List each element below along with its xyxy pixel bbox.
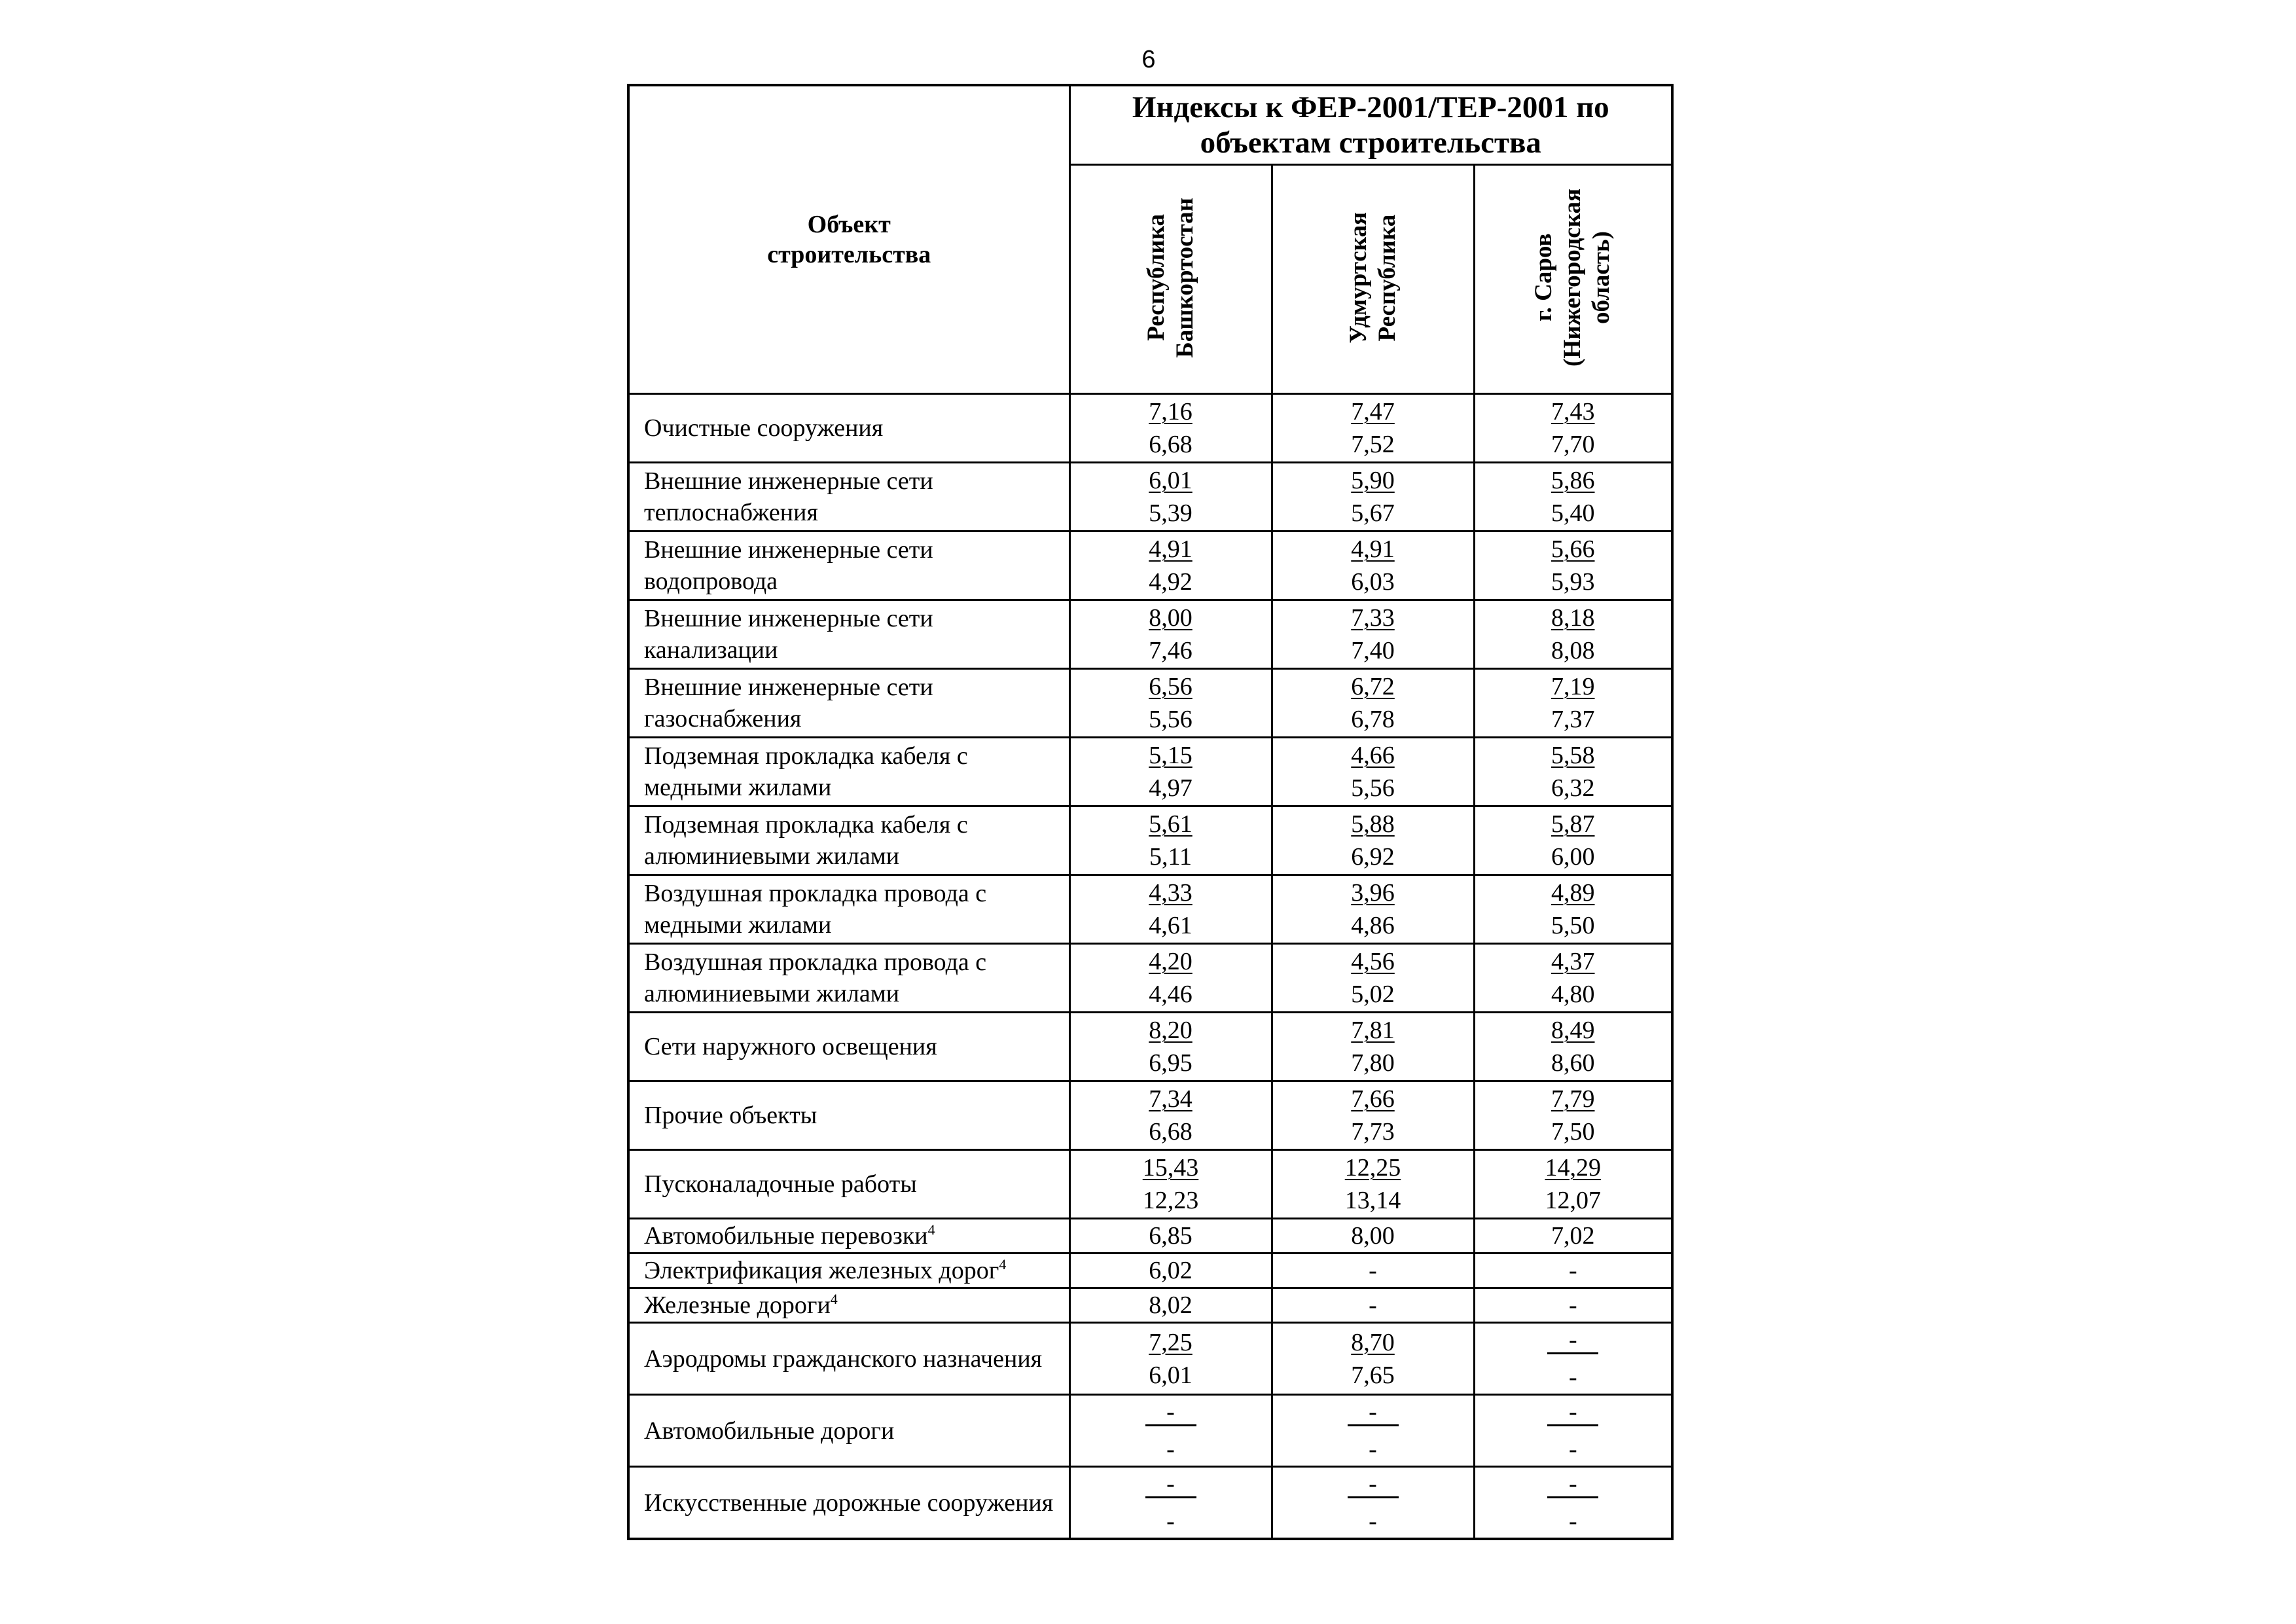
- object-name: Автомобильные перевозки: [644, 1222, 928, 1250]
- index-value-cell: [1272, 1013, 1474, 1081]
- index-value-top: 8,20: [1149, 1017, 1193, 1044]
- object-name-cell: [628, 600, 1069, 669]
- index-value-bottom: 7,40: [1351, 637, 1395, 664]
- index-value-cell: [1272, 1081, 1474, 1150]
- index-value-bottom: 6,32: [1551, 774, 1595, 802]
- table-row: [628, 1013, 1672, 1081]
- index-value-top: -: [1348, 1471, 1399, 1498]
- index-value-cell: [1069, 600, 1272, 669]
- table-row: [628, 669, 1672, 738]
- table-title-text: Индексы к ФЕР-2001/ТЕР-2001 по объектам строительства: [1132, 90, 1609, 160]
- index-value: 7,02: [1551, 1222, 1595, 1250]
- object-name: Автомобильные дороги: [644, 1416, 895, 1445]
- index-value-bottom: 4,80: [1551, 981, 1595, 1008]
- index-value-bottom: 5,02: [1351, 981, 1395, 1008]
- index-value-top: 7,16: [1149, 398, 1193, 425]
- index-value-cell: [1474, 1288, 1672, 1323]
- index-value-cell: [1069, 1323, 1272, 1395]
- index-value-cell: [1474, 1013, 1672, 1081]
- index-value-cell: [1272, 1467, 1474, 1540]
- object-name: Аэродромы гражданского назначения: [644, 1344, 1043, 1373]
- region-header-bashkortostan: [1069, 165, 1272, 394]
- index-value-bottom: -: [1568, 1507, 1577, 1535]
- object-header-text: Объект строительства: [767, 211, 931, 268]
- index-value-cell: [1069, 1219, 1272, 1254]
- table-title: [1069, 85, 1672, 165]
- index-value-cell: [1069, 944, 1272, 1013]
- index-value-bottom: 6,03: [1351, 568, 1395, 596]
- object-name: Прочие объекты: [644, 1102, 817, 1129]
- object-name: Подземная прокладка кабеля с алюминиевыми жилами: [644, 811, 968, 870]
- index-value-top: -: [1547, 1399, 1598, 1426]
- index-value-cell: [1272, 669, 1474, 738]
- index-value-top: 5,58: [1551, 742, 1595, 769]
- index-value-cell: [1272, 1150, 1474, 1219]
- object-name: Внешние инженерные сети газоснабжения: [644, 674, 933, 732]
- table-row: [628, 1254, 1672, 1288]
- index-value-cell: [1272, 532, 1474, 600]
- index-value-top: 4,91: [1351, 535, 1395, 563]
- object-name: Очистные сооружения: [644, 414, 884, 442]
- object-name-cell: [628, 738, 1069, 806]
- footnote-mark: 4: [999, 1256, 1007, 1272]
- index-value-top: 7,25: [1149, 1328, 1193, 1356]
- index-value-top: 4,66: [1351, 742, 1395, 769]
- index-value-top: -: [1145, 1471, 1196, 1498]
- table-row: [628, 1323, 1672, 1395]
- index-value-top: 4,37: [1551, 948, 1595, 975]
- object-name: Внешние инженерные сети канализации: [644, 605, 933, 664]
- index-value-bottom: 7,46: [1149, 637, 1193, 664]
- table-row: [628, 1150, 1672, 1219]
- index-value-bottom: 6,68: [1149, 431, 1193, 458]
- index-value-bottom: 7,37: [1551, 706, 1595, 733]
- index-value-top: 15,43: [1142, 1154, 1199, 1182]
- index-value-top: 7,79: [1551, 1085, 1595, 1113]
- index-value-top: 4,33: [1149, 879, 1193, 907]
- index-value-bottom: 6,68: [1149, 1118, 1193, 1146]
- object-name: Подземная прокладка кабеля с медными жилами: [644, 742, 968, 801]
- object-name-cell: [628, 1288, 1069, 1323]
- index-value-cell: [1069, 463, 1272, 532]
- index-value-bottom: -: [1568, 1435, 1577, 1463]
- index-value-top: -: [1547, 1327, 1598, 1354]
- index-value-cell: [1474, 394, 1672, 463]
- index-value-top: 12,25: [1344, 1154, 1401, 1182]
- index-value-top: 5,90: [1351, 467, 1395, 494]
- index-value-cell: [1474, 1395, 1672, 1467]
- index-value: -: [1369, 1291, 1377, 1319]
- index-table: [627, 84, 1674, 1540]
- index-value-cell: [1069, 806, 1272, 875]
- object-name-cell: [628, 1081, 1069, 1150]
- index-value-top: 14,29: [1545, 1154, 1602, 1182]
- object-name-cell: [628, 944, 1069, 1013]
- page-number: 6: [1141, 46, 1156, 73]
- index-value-cell: [1474, 738, 1672, 806]
- index-value-bottom: 8,60: [1551, 1049, 1595, 1077]
- table-row: [628, 875, 1672, 944]
- table-row: [628, 944, 1672, 1013]
- index-value-bottom: 13,14: [1344, 1187, 1401, 1214]
- index-value-cell: [1272, 944, 1474, 1013]
- index-value-bottom: 5,11: [1149, 843, 1193, 871]
- index-value-top: 8,70: [1351, 1328, 1395, 1356]
- index-value-cell: [1069, 1013, 1272, 1081]
- index-value-bottom: 5,67: [1351, 499, 1395, 527]
- index-value-bottom: 5,93: [1551, 568, 1595, 596]
- object-name-cell: [628, 1150, 1069, 1219]
- index-value-top: 5,87: [1551, 810, 1595, 838]
- index-value-cell: [1069, 1081, 1272, 1150]
- index-value: -: [1568, 1291, 1577, 1319]
- table-body: [628, 394, 1672, 1540]
- object-name-cell: [628, 1395, 1069, 1467]
- table-row: [628, 394, 1672, 463]
- index-value: 6,85: [1149, 1222, 1193, 1250]
- index-value-bottom: -: [1166, 1507, 1175, 1535]
- index-value: 8,02: [1149, 1291, 1193, 1319]
- object-name: Искусственные дорожные сооружения: [644, 1489, 1054, 1517]
- index-value: 8,00: [1351, 1222, 1395, 1250]
- index-value-top: 5,66: [1551, 535, 1595, 563]
- index-value-top: 8,49: [1551, 1017, 1595, 1044]
- index-value-cell: [1474, 1323, 1672, 1395]
- index-value-bottom: 4,92: [1149, 568, 1193, 596]
- index-value-top: 5,88: [1351, 810, 1395, 838]
- index-value-cell: [1474, 875, 1672, 944]
- index-value-cell: [1069, 532, 1272, 600]
- index-value-bottom: 5,40: [1551, 499, 1595, 527]
- index-value-bottom: -: [1369, 1435, 1377, 1463]
- index-value: -: [1369, 1257, 1377, 1284]
- index-value-top: 7,19: [1551, 673, 1595, 700]
- index-value-top: 7,66: [1351, 1085, 1395, 1113]
- index-value-top: 6,01: [1149, 467, 1193, 494]
- object-name-cell: [628, 1219, 1069, 1254]
- table-row: [628, 1395, 1672, 1467]
- index-value-bottom: 6,01: [1149, 1361, 1193, 1389]
- index-value-cell: [1069, 738, 1272, 806]
- object-name-cell: [628, 875, 1069, 944]
- region-header-sarov: [1474, 165, 1672, 394]
- table-row: [628, 1219, 1672, 1254]
- index-value-cell: [1272, 738, 1474, 806]
- object-name: Электрификация железных дорог: [644, 1257, 999, 1284]
- index-value-cell: [1474, 600, 1672, 669]
- index-value-bottom: 6,78: [1351, 706, 1395, 733]
- region-label: Республика Башкортостан: [1142, 197, 1198, 358]
- table-row: [628, 1288, 1672, 1323]
- index-value-cell: [1272, 463, 1474, 532]
- index-value-top: 8,00: [1149, 604, 1193, 632]
- index-value-bottom: -: [1568, 1363, 1577, 1391]
- index-value-top: 4,89: [1551, 879, 1595, 907]
- object-name-cell: [628, 669, 1069, 738]
- index-value-top: -: [1547, 1471, 1598, 1498]
- index-value-bottom: 7,50: [1551, 1118, 1595, 1146]
- table-header: [628, 85, 1672, 394]
- index-value-cell: [1069, 669, 1272, 738]
- object-name: Воздушная прокладка провода с медными жилами: [644, 880, 987, 939]
- index-value-cell: [1272, 1288, 1474, 1323]
- index-value-top: 6,72: [1351, 673, 1395, 700]
- index-value-cell: [1069, 1288, 1272, 1323]
- index-value-top: 8,18: [1551, 604, 1595, 632]
- index-value-cell: [1474, 1254, 1672, 1288]
- object-name-cell: [628, 806, 1069, 875]
- object-name: Воздушная прокладка провода с алюминиевыми жилами: [644, 948, 987, 1007]
- table-row: [628, 600, 1672, 669]
- index-value-top: -: [1145, 1399, 1196, 1426]
- index-value-bottom: 5,56: [1351, 774, 1395, 802]
- index-value-top: 5,61: [1149, 810, 1193, 838]
- table-row: [628, 1081, 1672, 1150]
- index-value-top: 6,56: [1149, 673, 1193, 700]
- object-name: Железные дороги: [644, 1291, 831, 1319]
- index-value-bottom: -: [1369, 1507, 1377, 1535]
- index-value-cell: [1069, 1395, 1272, 1467]
- index-value-bottom: 7,70: [1551, 431, 1595, 458]
- index-value: -: [1568, 1257, 1577, 1284]
- index-value-bottom: 4,97: [1149, 774, 1193, 802]
- index-value-bottom: 5,56: [1149, 706, 1193, 733]
- index-value-cell: [1474, 944, 1672, 1013]
- index-value-cell: [1272, 806, 1474, 875]
- index-value-cell: [1272, 394, 1474, 463]
- index-value-top: 7,81: [1351, 1017, 1395, 1044]
- index-value-cell: [1069, 1150, 1272, 1219]
- index-value-cell: [1474, 532, 1672, 600]
- index-value-cell: [1069, 1467, 1272, 1540]
- index-value-cell: [1474, 463, 1672, 532]
- region-label: г. Саров (Нижегородская область): [1530, 189, 1615, 367]
- index-value-bottom: 12,07: [1545, 1187, 1602, 1214]
- index-value-bottom: 4,61: [1149, 912, 1193, 939]
- object-name-cell: [628, 1467, 1069, 1540]
- object-name-cell: [628, 1254, 1069, 1288]
- index-value-bottom: 4,46: [1149, 981, 1193, 1008]
- index-value-cell: [1272, 600, 1474, 669]
- object-name-cell: [628, 1013, 1069, 1081]
- index-value-cell: [1474, 669, 1672, 738]
- index-value-bottom: 5,50: [1551, 912, 1595, 939]
- index-value-top: 4,91: [1149, 535, 1193, 563]
- index-value-cell: [1069, 1254, 1272, 1288]
- region-label: Удмуртская Республика: [1344, 211, 1401, 344]
- object-column-header: [628, 85, 1069, 394]
- footnote-mark: 4: [830, 1291, 838, 1307]
- index-value-cell: [1069, 394, 1272, 463]
- index-value-top: 5,15: [1149, 742, 1193, 769]
- index-value-cell: [1272, 1395, 1474, 1467]
- index-value-cell: [1069, 875, 1272, 944]
- index-value-bottom: 7,80: [1351, 1049, 1395, 1077]
- index-value-bottom: 7,73: [1351, 1118, 1395, 1146]
- index-value-cell: [1272, 1219, 1474, 1254]
- table-row: [628, 1467, 1672, 1540]
- index-value-top: -: [1348, 1399, 1399, 1426]
- index-value-top: 7,33: [1351, 604, 1395, 632]
- index-value-bottom: 8,08: [1551, 637, 1595, 664]
- index-value-top: 5,86: [1551, 467, 1595, 494]
- object-name-cell: [628, 532, 1069, 600]
- index-value-bottom: 6,95: [1149, 1049, 1193, 1077]
- index-value-bottom: 12,23: [1142, 1187, 1199, 1214]
- index-value-top: 4,20: [1149, 948, 1193, 975]
- index-value-top: 7,47: [1351, 398, 1395, 425]
- table-row: [628, 463, 1672, 532]
- index-value-cell: [1474, 806, 1672, 875]
- footnote-mark: 4: [927, 1221, 935, 1238]
- object-name-cell: [628, 394, 1069, 463]
- index-value-cell: [1474, 1150, 1672, 1219]
- table-row: [628, 738, 1672, 806]
- index-value-bottom: 7,65: [1351, 1361, 1395, 1389]
- table-row: [628, 806, 1672, 875]
- index-value-bottom: 7,52: [1351, 431, 1395, 458]
- index-value: 6,02: [1149, 1257, 1193, 1284]
- table-row: [628, 532, 1672, 600]
- index-value-top: 4,56: [1351, 948, 1395, 975]
- index-value-bottom: 5,39: [1149, 499, 1193, 527]
- object-name: Сети наружного освещения: [644, 1033, 937, 1060]
- object-name: Внешние инженерные сети теплоснабжения: [644, 467, 933, 526]
- index-value-cell: [1272, 1254, 1474, 1288]
- index-value-top: 3,96: [1351, 879, 1395, 907]
- index-value-cell: [1474, 1467, 1672, 1540]
- index-value-cell: [1474, 1219, 1672, 1254]
- index-value-bottom: 6,92: [1351, 843, 1395, 871]
- index-value-bottom: 4,86: [1351, 912, 1395, 939]
- region-header-udmurtia: [1272, 165, 1474, 394]
- object-name: Внешние инженерные сети водопровода: [644, 536, 933, 595]
- index-value-top: 7,34: [1149, 1085, 1193, 1113]
- index-value-top: 7,43: [1551, 398, 1595, 425]
- index-value-cell: [1272, 1323, 1474, 1395]
- object-name: Пусконаладочные работы: [644, 1170, 917, 1198]
- object-name-cell: [628, 463, 1069, 532]
- index-value-bottom: 6,00: [1551, 843, 1595, 871]
- index-value-cell: [1272, 875, 1474, 944]
- object-name-cell: [628, 1323, 1069, 1395]
- index-value-cell: [1474, 1081, 1672, 1150]
- index-value-bottom: -: [1166, 1435, 1175, 1463]
